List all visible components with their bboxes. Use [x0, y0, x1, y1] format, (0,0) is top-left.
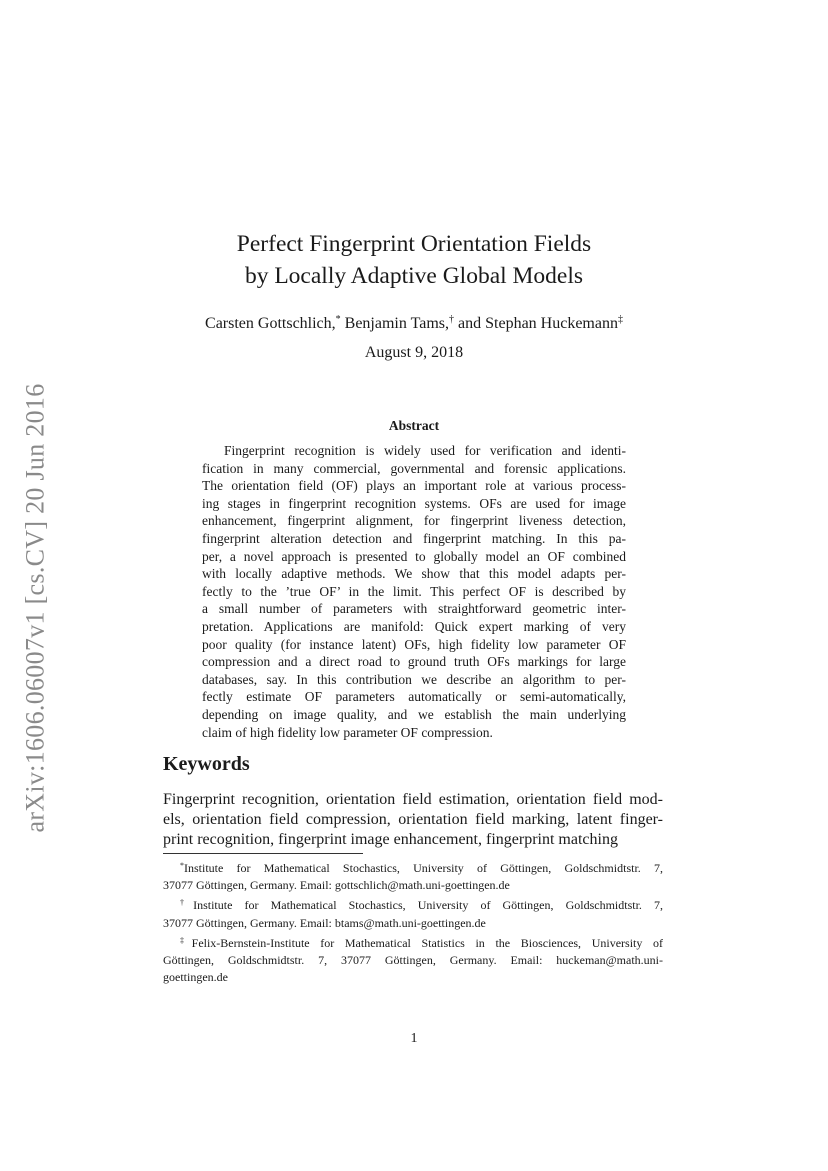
footnote-separator-rule: [163, 853, 363, 854]
keywords-line: print recognition, fingerprint image enhancement, fingerprint matching: [163, 831, 618, 848]
abstract-line: pretation. Applications are manifold: Quick expert marking of very: [202, 618, 626, 634]
author-footnote-mark: *: [335, 314, 341, 325]
arxiv-identifier-text: arXiv:1606.06007v1 [cs.CV] 20 Jun 2016: [21, 383, 51, 833]
abstract-line: a small number of parameters with straightforward geometric inter-: [202, 601, 626, 617]
footnote-mark: ‡: [180, 935, 192, 945]
abstract-line: ing stages in fingerprint recognition systems. OFs are used for image: [202, 495, 626, 511]
footnote-line: [163, 932, 663, 952]
footnote-line: 37077 Göttingen, Germany. Email: btams@math.uni-goettingen.de: [163, 915, 486, 930]
footnote-text: Institute for Mathematical Stochastics, University of Göttingen, Goldschmidtstr. 7,: [184, 861, 663, 875]
footnote-text: Felix-Bernstein-Institute for Mathematical Statistics in the Biosciences, University of: [191, 935, 663, 950]
abstract-heading: Abstract: [388, 418, 440, 433]
abstract-line: fication in many commercial, governmental and forensic applications.: [202, 460, 626, 476]
author-name: and Stephan Huckemann: [458, 315, 618, 332]
footnote-mark: †: [180, 898, 194, 908]
abstract-line: Fingerprint recognition is widely used for verification and identi-: [224, 443, 626, 458]
arxiv-identifier-stamp: [14, 366, 58, 850]
author-footnote-mark: †: [449, 314, 455, 325]
keywords-line: Fingerprint recognition, orientation field estimation, orientation field mod-: [163, 791, 663, 808]
abstract-line: fectly estimate OF parameters automatically or semi-automatically,: [202, 689, 626, 705]
title-line-2: by Locally Adaptive Global Models: [244, 263, 584, 289]
author-list: [0, 309, 828, 335]
author-name: Benjamin Tams,: [344, 315, 450, 332]
footnote-line: Göttingen, Goldschmidtstr. 7, 37077 Göttingen, Germany. Email: huckeman@math.uni-: [163, 953, 663, 968]
abstract-line: poor quality (for instance latent) OFs, high fidelity low parameter OF: [202, 636, 626, 652]
abstract-line: enhancement, fingerprint alignment, for fingerprint liveness detection,: [202, 513, 626, 529]
author-name: Carsten Gottschlich,: [205, 315, 336, 332]
footnote-line: goettingen.de: [163, 970, 228, 985]
abstract-line: with locally adaptive methods. We show that this model adapts per-: [202, 566, 626, 582]
footnote-mark: *: [180, 861, 184, 870]
abstract-line: depending on image quality, and we establish the main underlying: [202, 706, 626, 722]
abstract-line: The orientation field (OF) plays an important role at various process-: [202, 478, 626, 494]
keywords-body: [163, 790, 663, 850]
keywords-line: els, orientation field compression, orientation field marking, latent finger-: [163, 811, 663, 828]
title-line-1: Perfect Fingerprint Orientation Fields: [236, 231, 592, 257]
abstract-body: [202, 442, 626, 741]
footnote-text: Institute for Mathematical Stochastics, University of Göttingen, Goldschmidtstr. 7,: [193, 898, 664, 913]
abstract-line: fectly to the ’true OF’ in the limit. This perfect OF is described by: [202, 583, 626, 599]
footnote-line: 37077 Göttingen, Germany. Email: gottschlich@math.uni-goettingen.de: [163, 878, 510, 893]
footnote-line: [163, 894, 663, 914]
keywords-heading: Keywords: [163, 753, 250, 775]
abstract-line: claim of high fidelity low parameter OF compression.: [202, 724, 493, 740]
author-footnote-mark: ‡: [617, 314, 623, 325]
page-number: 1: [410, 1031, 418, 1046]
abstract-line: fingerprint alteration detection and fingerprint matching. In this pa-: [202, 530, 626, 546]
paper-title: [0, 228, 828, 292]
abstract-line: databases, say. In this contribution we describe an algorithm to per-: [202, 671, 626, 687]
abstract-line: compression and a direct road to ground truth OFs markings for large: [202, 654, 626, 670]
footnote-line: [163, 857, 663, 877]
paper-date: August 9, 2018: [364, 344, 464, 361]
abstract-line: per, a novel approach is presented to globally model an OF combined: [202, 548, 626, 564]
footnotes: [163, 857, 663, 986]
